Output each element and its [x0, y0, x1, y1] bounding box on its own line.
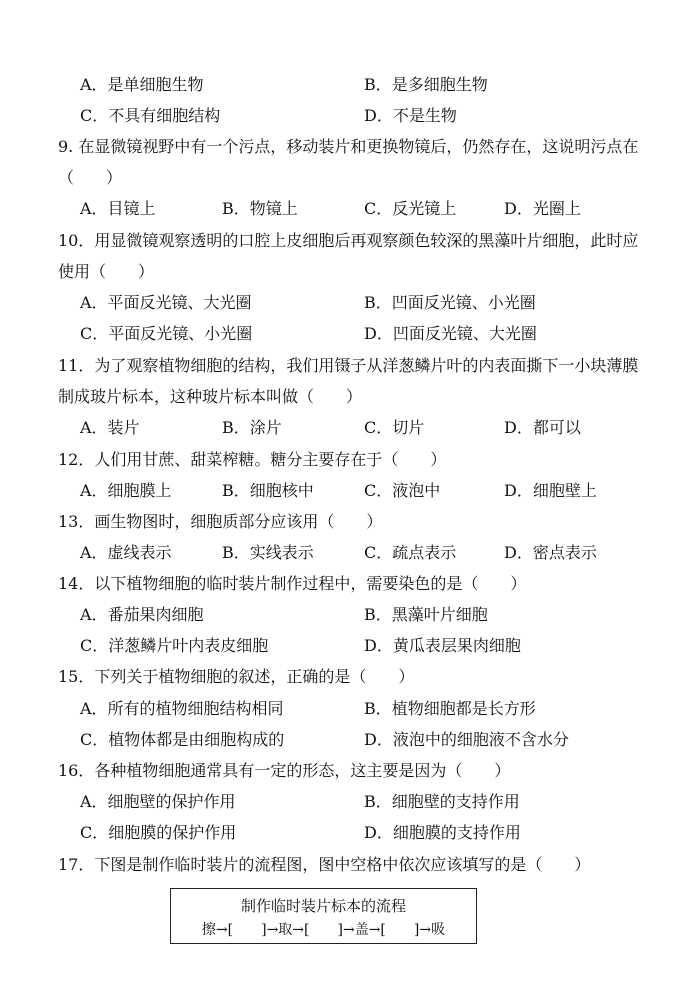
q10-option-c: C．平面反光镜、小光圈	[80, 324, 253, 343]
q10-option-d: D．凹面反光镜、大光圈	[364, 324, 537, 343]
q11-option-d: D．都可以	[504, 418, 581, 437]
q9-option-a: A．目镜上	[80, 199, 156, 218]
q8-option-c: C．不具有细胞结构	[80, 106, 221, 125]
q15-stem: 15．下列关于植物细胞的叙述，正确的是（ ）	[58, 667, 415, 686]
q17-stem: 17．下图是制作临时装片的流程图，图中空格中依次应该填写的是（ ）	[58, 855, 591, 874]
q14-option-d: D．黄瓜表层果肉细胞	[364, 636, 521, 655]
q15-option-c: C．植物体都是由细胞构成的	[80, 730, 285, 749]
q10-stem-line1: 10．用显微镜观察透明的口腔上皮细胞后再观察颜色较深的黑藻叶片细胞，此时应	[58, 231, 639, 250]
q8-option-d: D．不是生物	[364, 106, 457, 125]
flowchart-steps: 擦→[ ]→取→[ ]→盖→[ ]→吸	[201, 922, 446, 938]
q16-option-a: A．细胞壁的保护作用	[80, 792, 236, 811]
q9-stem-line2: （ ）	[58, 168, 123, 187]
q14-option-c: C．洋葱鳞片叶内表皮细胞	[80, 636, 269, 655]
q16-stem: 16．各种植物细胞通常具有一定的形态，这主要是因为（ ）	[58, 761, 511, 780]
q9-option-d: D．光圈上	[504, 199, 581, 218]
q15-option-b: B．植物细胞都是长方形	[364, 699, 536, 718]
q10-option-b: B．凹面反光镜、小光圈	[364, 293, 536, 312]
q10-stem-line2: 使用（ ）	[58, 262, 155, 281]
q11-option-b: B．涂片	[222, 418, 282, 437]
q9-option-c: C．反光镜上	[364, 199, 457, 218]
flowchart-title: 制作临时装片标本的流程	[240, 897, 406, 915]
q12-option-c: C．液泡中	[364, 481, 441, 500]
q13-option-c: C．疏点表示	[364, 543, 457, 562]
q12-option-b: B．细胞核中	[222, 481, 314, 500]
q16-option-d: D．细胞膜的支持作用	[364, 823, 521, 842]
q12-stem: 12．人们用甘蔗、甜菜榨糖。糖分主要存在于（ ）	[58, 450, 447, 469]
flowchart-box	[170, 888, 477, 944]
q11-stem-line1: 11．为了观察植物细胞的结构，我们用镊子从洋葱鳞片叶的内表面撕下一小块薄膜	[58, 356, 639, 375]
q11-stem-line2: 制成玻片标本，这种玻片标本叫做（ ）	[58, 387, 363, 406]
q8-option-a: A．是单细胞生物	[80, 75, 204, 94]
q16-option-c: C．细胞膜的保护作用	[80, 823, 237, 842]
q10-option-a: A．平面反光镜、大光圈	[80, 293, 252, 312]
q16-option-b: B．细胞壁的支持作用	[364, 792, 520, 811]
q13-option-d: D．密点表示	[504, 543, 597, 562]
q14-option-a: A．番茄果肉细胞	[80, 605, 204, 624]
q9-option-b: B．物镜上	[222, 199, 298, 218]
q11-option-c: C．切片	[364, 418, 425, 437]
q13-option-b: B．实线表示	[222, 543, 314, 562]
q12-option-a: A．细胞膜上	[80, 481, 172, 500]
q13-option-a: A．虚线表示	[80, 543, 172, 562]
q15-option-d: D．液泡中的细胞液不含水分	[364, 730, 569, 749]
q9-stem-line1: 9. 在显微镜视野中有一个污点，移动装片和更换物镜后，仍然存在，这说明污点在	[58, 137, 639, 156]
q12-option-d: D．细胞壁上	[504, 481, 597, 500]
q14-option-b: B．黑藻叶片细胞	[364, 605, 488, 624]
q11-option-a: A．装片	[80, 418, 140, 437]
q14-stem: 14．以下植物细胞的临时装片制作过程中，需要染色的是（ ）	[58, 574, 527, 593]
q15-option-a: A．所有的植物细胞结构相同	[80, 699, 284, 718]
q13-stem: 13．画生物图时，细胞质部分应该用（ ）	[58, 512, 383, 531]
q8-option-b: B．是多细胞生物	[364, 75, 488, 94]
